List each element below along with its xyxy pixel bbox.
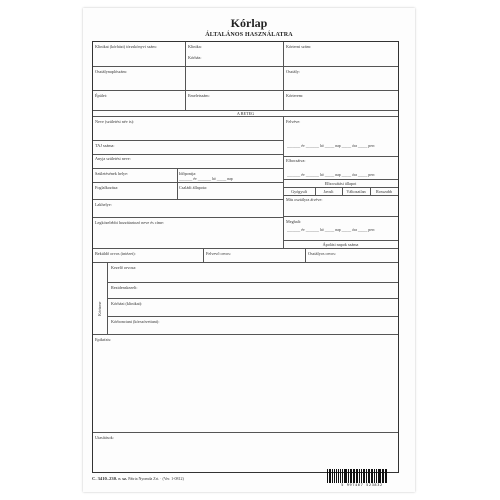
label-gyogyult: Gyógyult: [291, 189, 307, 194]
label-elbocsatva: Elbocsátva:: [286, 158, 306, 163]
barcode-image: [327, 469, 397, 483]
barcode-bar: [371, 469, 372, 483]
label-foglalkozas: Foglalkozása:: [95, 185, 119, 190]
birth-date-line: _______ év _______ hó _____ nap: [179, 177, 233, 181]
barcode-bar: [378, 469, 379, 483]
label-kezelo-orvosa: Kezelő orvosa:: [111, 265, 137, 270]
korlap-sheet: [83, 8, 415, 492]
form-code: C. 3410–230. r. sz.: [92, 476, 128, 481]
barcode-bar: [363, 469, 364, 483]
label-korhazi: Kórházi (klinikai):: [111, 301, 143, 306]
barcode-bar: [361, 469, 362, 483]
barcode-bar: [350, 469, 351, 483]
label-klinikai-torzskonyvi: Klinikai (kórházi) törzskönyvi szám:: [95, 44, 157, 49]
barcode-bar: [345, 469, 346, 483]
form-title: Kórlap: [230, 16, 268, 30]
label-elbocsatasi-allapot: Elbocsátási állapot: [324, 181, 357, 186]
label-nev: Neve (születési név is):: [95, 119, 135, 124]
barcode-bar: [368, 469, 370, 483]
label-valtozatlan: Változatlan: [346, 189, 366, 194]
label-hozzatartozo: Legközelebbi hozzátartozó neve és címe:: [95, 220, 165, 225]
barcode-bar: [351, 469, 352, 483]
label-lakhelye: Lakhelye:: [95, 202, 112, 207]
label-meghalt: Meghalt:: [286, 219, 302, 224]
barcode-bar: [364, 469, 365, 483]
barcode-number: 5 997467 523832: [341, 483, 383, 487]
label-korterem: Kórterem:: [286, 93, 304, 98]
label-javult: Javult: [323, 189, 334, 194]
label-utasitasok: Utasítások:: [95, 435, 114, 440]
label-epikrizis: Epikrízis:: [95, 337, 112, 342]
discharge-date-line: _______ év _______ hó _____ nap _____ óra _____ perc: [287, 173, 375, 177]
barcode-bar: [374, 469, 375, 483]
barcode-bar: [329, 469, 330, 483]
label-anyja-neve: Anyja születési neve:: [95, 156, 131, 161]
barcode-bar: [383, 469, 384, 483]
barcode-bar: [340, 469, 341, 483]
barcode-bar: [342, 469, 343, 483]
section-beteg: A BETEG: [236, 111, 255, 116]
barcode-bar: [385, 469, 387, 483]
barcode-bar: [338, 469, 339, 483]
death-date-line: _______ év _______ hó _____ nap _____ óra _____ perc: [287, 228, 375, 232]
label-taj: TAJ száma:: [95, 143, 115, 148]
label-korisme: Kórisme: [97, 301, 102, 316]
label-osztalyos-orvos: Osztályos orvos:: [308, 251, 337, 256]
barcode-bar: [327, 469, 328, 483]
admission-date-line: _______ év _______ hó _____ nap _____ óra _____ perc: [287, 144, 375, 148]
barcode-bar: [356, 469, 357, 483]
barcode-bar: [376, 469, 377, 483]
barcode-bar: [332, 469, 333, 483]
barcode-bar: [366, 469, 367, 483]
barcode-bar: [359, 469, 360, 483]
barcode-bar: [330, 469, 331, 483]
barcode-bar: [372, 469, 373, 483]
label-korlapi-szam: Kórterni szám:: [286, 44, 312, 49]
label-felveve: Felvéve:: [286, 119, 301, 124]
form-subtitle: ÁLTALÁNOS HASZNÁLATRA: [205, 32, 293, 38]
label-osztalynaplo: Osztálynaplószám:: [95, 69, 127, 74]
label-korhaz: Kórház:: [188, 55, 202, 60]
label-csaladi-allapot: Családi állapota:: [179, 185, 208, 190]
label-mas-osztaly: Más osztályra átvéve:: [286, 197, 323, 202]
label-idopontja: Időpontja:: [179, 171, 197, 176]
label-rezidens: Rezidenskezelt:: [111, 285, 138, 290]
barcode-bar: [382, 469, 383, 483]
label-bekuldo-orvos: Beküldő orvos (intézet):: [95, 251, 136, 256]
barcode-bar: [336, 469, 338, 483]
barcode-bar: [357, 469, 358, 483]
barcode-bar: [379, 469, 380, 483]
label-rosszabb: Rosszabb: [375, 189, 393, 194]
label-klinika: Klinika:: [188, 44, 202, 49]
barcode-bar: [353, 469, 355, 483]
label-osztaly: Osztály:: [286, 69, 300, 74]
label-epulet: Épület:: [95, 93, 108, 98]
form-footer: [92, 476, 184, 481]
barcode-bar: [348, 469, 349, 483]
label-szuletes-helye: Születésének helye:: [95, 171, 129, 176]
label-emelet: Emeletszám:: [188, 93, 210, 98]
label-felvevo-orvos: Felvevő orvos:: [206, 251, 232, 256]
label-korbonctani: Kórbonctani (kórszövettani):: [111, 319, 160, 324]
form-publisher: Pátria Nyomda Zrt. · (Ver. 1-0812): [128, 476, 184, 481]
label-apolasi-napok: Ápolási napok száma: [322, 242, 359, 247]
barcode-bar: [344, 469, 345, 483]
barcode-bar: [334, 469, 335, 483]
form-grid: [92, 41, 399, 473]
